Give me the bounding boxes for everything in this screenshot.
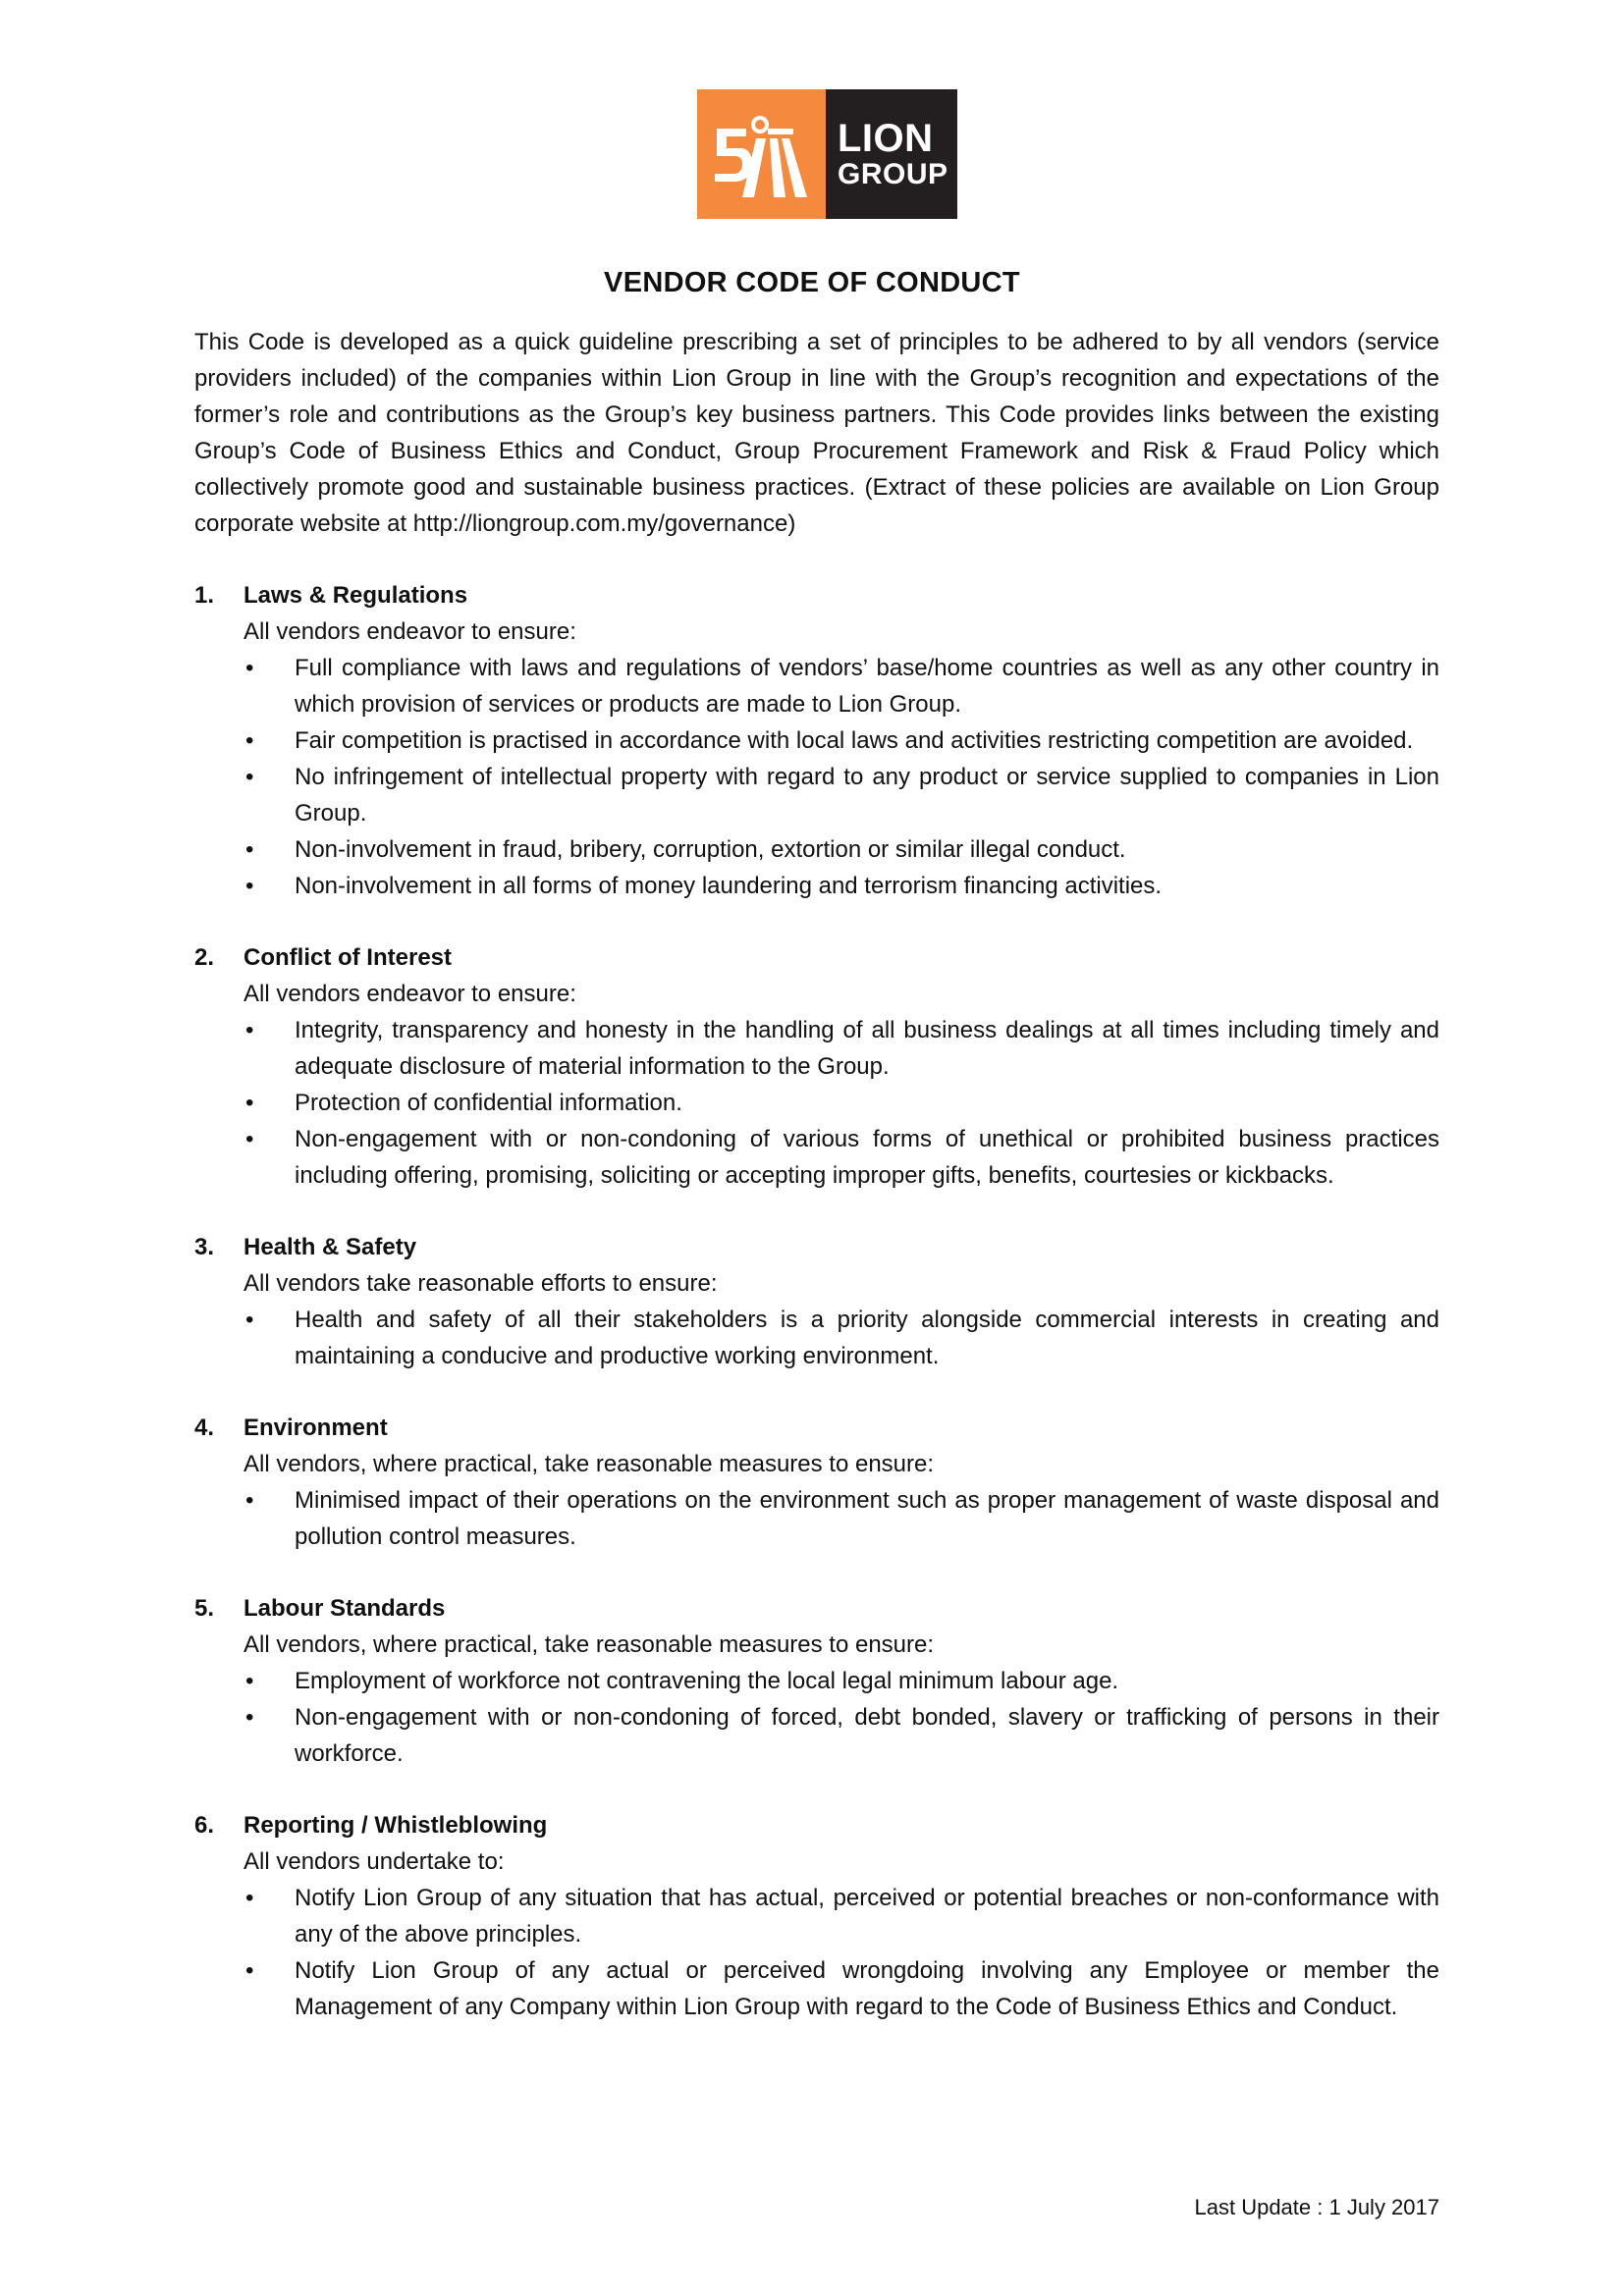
bullet-list — [194, 650, 1439, 904]
section-lead: All vendors take reasonable efforts to ensure: — [244, 1270, 718, 1297]
list-item: • Integrity, transparency and honesty in the handling of all business dealings at all times including timely and adequate disclosure of material information to the Group. — [295, 1012, 1439, 1085]
section-environment — [194, 1410, 1439, 1555]
section-title: Health & Safety — [244, 1234, 417, 1260]
section-lead: All vendors endeavor to ensure: — [244, 618, 576, 645]
section-heading — [194, 939, 1439, 976]
list-item: • Non-involvement in all forms of money laundering and terrorism financing activities. — [295, 868, 1439, 904]
list-item: • No infringement of intellectual property with regard to any product or service supplied to companies in Lion Group. — [295, 759, 1439, 831]
section-lead: All vendors, where practical, take reasonable measures to ensure: — [244, 1631, 935, 1658]
bullet-list — [194, 1663, 1439, 1772]
section-title: Conflict of Interest — [244, 944, 453, 971]
logo-line-2: GROUP — [838, 158, 948, 191]
section-heading — [194, 1229, 1439, 1265]
list-item: • Protection of confidential information. — [295, 1085, 1439, 1121]
list-item: • Non-engagement with or non-condoning of forced, debt bonded, slavery or trafficking of persons in their workforce. — [295, 1699, 1439, 1772]
section-number: 2. — [194, 944, 215, 971]
bullet-list — [194, 1482, 1439, 1555]
bullet-list — [194, 1012, 1439, 1194]
section-number: 4. — [194, 1415, 215, 1441]
intro-paragraph: This Code is developed as a quick guideline prescribing a set of principles to be adhered to by all vendors (service providers included) of the companies within Lion Group in line with the Group’s recognition and expectations of the former’s role and contributions as the Group’s key business partners. This Code provides links between the existing Group’s Code of Business Ethics and Conduct, Group Procurement Framework and Risk & Fraud Policy which collectively promote good and sustainable business practices. (Extract of these policies are available on Lion Group corporate website at http://liongroup.com.my/governance) — [194, 329, 1439, 537]
section-lead: All vendors endeavor to ensure: — [244, 981, 576, 1007]
section-number: 6. — [194, 1812, 215, 1839]
section-lead: All vendors undertake to: — [244, 1848, 505, 1875]
lion-group-logo — [697, 89, 957, 219]
document-title: VENDOR CODE OF CONDUCT — [604, 267, 1020, 298]
lion-emblem-icon — [697, 89, 826, 219]
list-item: • Employment of workforce not contravening the local legal minimum labour age. — [295, 1663, 1439, 1699]
list-item: • Non-engagement with or non-condoning of various forms of unethical or prohibited business practices including offering, promising, soliciting or accepting improper gifts, benefits, courtesies or kickbacks. — [295, 1121, 1439, 1194]
section-lead: All vendors, where practical, take reasonable measures to ensure: — [244, 1451, 935, 1477]
list-item: • Fair competition is practised in accordance with local laws and activities restricting competition are avoided. — [295, 722, 1439, 759]
section-health-safety — [194, 1229, 1439, 1374]
last-update-footer: Last Update : 1 July 2017 — [1194, 2195, 1439, 2219]
section-conflict-of-interest — [194, 939, 1439, 1194]
bullet-list — [194, 1880, 1439, 2025]
list-item: • Health and safety of all their stakeholders is a priority alongside commercial interests in creating and maintaining a conducive and productive working environment. — [295, 1302, 1439, 1374]
section-heading — [194, 577, 1439, 614]
section-heading — [194, 1590, 1439, 1627]
document-body — [194, 324, 1439, 2025]
section-title: Environment — [244, 1415, 388, 1441]
list-item: • Notify Lion Group of any actual or perceived wrongdoing involving any Employee or member the Management of any Company within Lion Group with regard to the Code of Business Ethics and Conduct. — [295, 1952, 1439, 2025]
list-item: • Minimised impact of their operations on the environment such as proper management of waste disposal and pollution control measures. — [295, 1482, 1439, 1555]
section-title: Labour Standards — [244, 1595, 446, 1622]
logo-wordmark — [826, 89, 957, 219]
section-number: 3. — [194, 1234, 215, 1260]
section-labour-standards — [194, 1590, 1439, 1772]
list-item: • Notify Lion Group of any situation that has actual, perceived or potential breaches or non-conformance with any of the above principles. — [295, 1880, 1439, 1952]
section-heading — [194, 1807, 1439, 1843]
list-item: • Full compliance with laws and regulations of vendors’ base/home countries as well as any other country in which provision of services or products are made to Lion Group. — [295, 650, 1439, 722]
logo-line-1: LION — [838, 117, 934, 161]
section-heading — [194, 1410, 1439, 1446]
section-title: Laws & Regulations — [244, 582, 468, 609]
section-reporting-whistleblowing — [194, 1807, 1439, 2025]
section-laws-regulations — [194, 577, 1439, 904]
section-title: Reporting / Whistleblowing — [244, 1812, 548, 1839]
bullet-list — [194, 1302, 1439, 1374]
section-number: 1. — [194, 582, 215, 609]
list-item: • Non-involvement in fraud, bribery, corruption, extortion or similar illegal conduct. — [295, 831, 1439, 868]
section-number: 5. — [194, 1595, 215, 1622]
